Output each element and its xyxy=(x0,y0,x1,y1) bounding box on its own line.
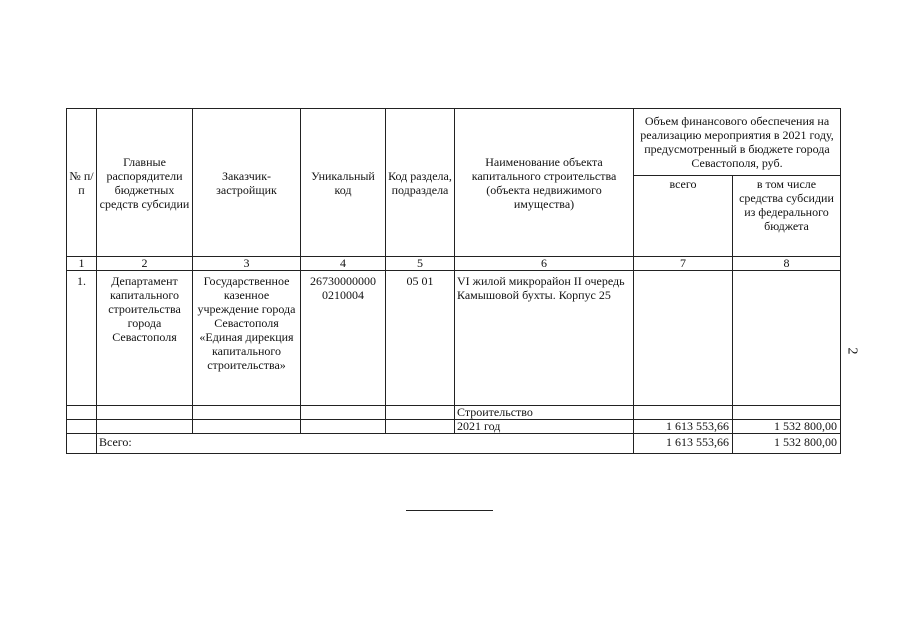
column-number: 1 xyxy=(67,257,97,271)
column-number: 6 xyxy=(455,257,634,271)
empty-cell xyxy=(301,420,386,434)
sub-row-federal xyxy=(733,406,841,420)
item-num: 1. xyxy=(67,271,97,406)
sub-row-total: 1 613 553,66 xyxy=(634,420,733,434)
table-row xyxy=(67,271,841,406)
empty-cell xyxy=(97,420,193,434)
empty-cell xyxy=(386,406,455,420)
header-unique-code: Уникальный код xyxy=(301,109,386,257)
header-num: № п/п xyxy=(67,109,97,257)
item-federal xyxy=(733,271,841,406)
table-row xyxy=(67,406,841,420)
page-number: 2 xyxy=(844,347,860,355)
empty-cell xyxy=(97,406,193,420)
budget-table xyxy=(66,108,841,454)
header-customer: Заказчик-застройщик xyxy=(193,109,301,257)
sub-row-label: Строительство xyxy=(455,406,634,420)
header-object-name: Наименование объекта капитального строительства (объекта недвижимого имущества) xyxy=(455,109,634,257)
column-number: 4 xyxy=(301,257,386,271)
empty-cell xyxy=(67,434,97,454)
column-number: 8 xyxy=(733,257,841,271)
header-federal: в том числе средства субсидии из федерального бюджета xyxy=(733,176,841,257)
grand-total-federal: 1 532 800,00 xyxy=(733,434,841,454)
item-object-name: VI жилой микрорайон II очередь Камышовой бухты. Корпус 25 xyxy=(455,271,634,406)
column-numbers-row xyxy=(67,257,841,271)
sub-row-label: 2021 год xyxy=(455,420,634,434)
column-number: 3 xyxy=(193,257,301,271)
column-number: 2 xyxy=(97,257,193,271)
total-row xyxy=(67,434,841,454)
empty-cell xyxy=(67,420,97,434)
empty-cell xyxy=(386,420,455,434)
empty-cell xyxy=(301,406,386,420)
grand-total-value: 1 613 553,66 xyxy=(634,434,733,454)
end-divider xyxy=(406,510,493,511)
item-total xyxy=(634,271,733,406)
header-total: всего xyxy=(634,176,733,257)
item-customer: Государственное казенное учреждение города Севастополя «Единая дирекция капитального строительства» xyxy=(193,271,301,406)
item-section-code: 05 01 xyxy=(386,271,455,406)
header-distributors: Главные распорядители бюджетных средств субсидии xyxy=(97,109,193,257)
sub-row-total xyxy=(634,406,733,420)
grand-total-label: Всего: xyxy=(97,434,634,454)
header-funding: Объем финансового обеспечения на реализацию мероприятия в 2021 году, предусмотренный в бюджете города Севастополя, руб. xyxy=(634,109,841,176)
table-row xyxy=(67,420,841,434)
sub-row-federal: 1 532 800,00 xyxy=(733,420,841,434)
item-distributor: Департамент капитального строительства города Севастополя xyxy=(97,271,193,406)
column-number: 5 xyxy=(386,257,455,271)
empty-cell xyxy=(193,406,301,420)
empty-cell xyxy=(67,406,97,420)
empty-cell xyxy=(193,420,301,434)
header-section-code: Код раздела, подраздела xyxy=(386,109,455,257)
column-number: 7 xyxy=(634,257,733,271)
item-unique-code: 26730000000 0210004 xyxy=(301,271,386,406)
